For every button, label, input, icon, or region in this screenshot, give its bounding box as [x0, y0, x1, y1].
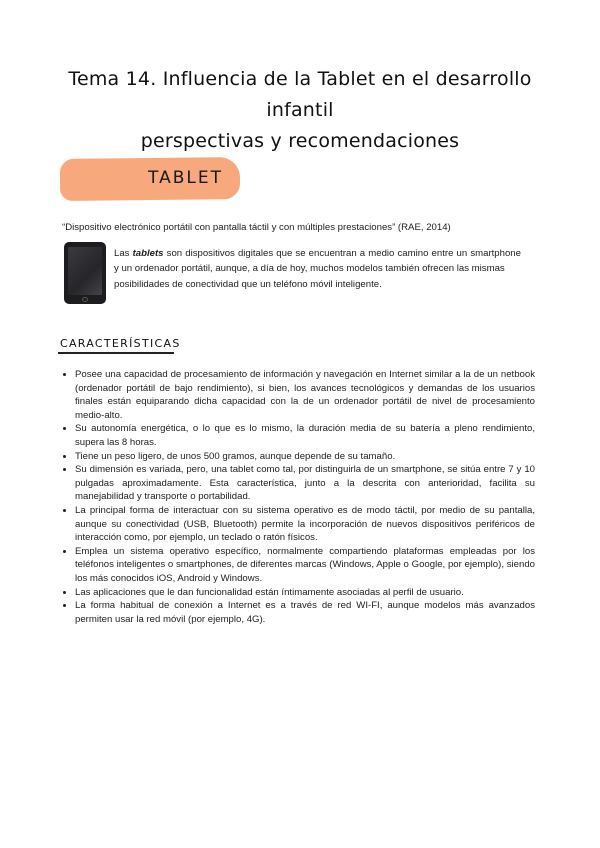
- title-line-2: perspectivas y recomendaciones: [140, 130, 460, 152]
- list-item: • Posee una capacidad de procesamiento de información y navegación en Internet similar a la de un netbook (ordenador portátil de bajo rendimiento), si bien, los avances tecnológicos y demandas de los usuarios finales están equiparando dicha capacidad con la de un ordenador portátil de nivel de procesamiento medio-alto.: [75, 368, 535, 422]
- list-item: • La principal forma de interactuar con su sistema operativo es de modo táctil, por medio de su pantalla, aunque su conectividad (USB, Bluetooth) permite la incorporación de nuevos dispositivos periféricos de interacción como, por ejemplo, un teclado o ratón físicos.: [75, 504, 535, 545]
- intro-bold-term: tablets: [132, 248, 164, 259]
- characteristics-list: [62, 368, 535, 626]
- title-line-1: Tema 14. Influencia de la Tablet en el desarrollo infantil: [68, 68, 532, 121]
- list-item: • Emplea un sistema operativo específico, normalmente compartiendo plataformas empleadas por los teléfonos inteligentes o smartphones, de diferentes marcas (Windows, Apple o Google, por ejemplo), siendo los más conocidos iOS, Android y Windows.: [75, 545, 535, 586]
- intro-prefix: Las: [114, 248, 130, 259]
- intro-line-2: posibilidades de conectividad que un teléfono móvil inteligente.: [114, 278, 382, 290]
- tablet-home-button: [82, 297, 88, 302]
- intro-text: [114, 246, 521, 277]
- definition-quote: “Dispositivo electrónico portátil con pantalla táctil y con múltiples prestaciones” (RAE, 2014): [62, 222, 451, 233]
- list-item: • Tiene un peso ligero, de unos 500 gramos, aunque depende de su tamaño.: [75, 450, 535, 464]
- tablet-device-icon: [64, 242, 106, 304]
- list-item: • La forma habitual de conexión a Internet es a través de red WI-FI, aunque modelos más avanzados permiten usar la red móvil (por ejemplo, 4G).: [75, 599, 535, 626]
- list-item: • Las aplicaciones que le dan funcionalidad están íntimamente asociadas al perfil de usuario.: [75, 586, 535, 600]
- list-item: • Su autonomía energética, o lo que es lo mismo, la duración media de su batería a pleno rendimiento, supera las 8 horas.: [75, 422, 535, 449]
- intro-rest: son dispositivos digitales que se encuentran a medio camino entre un smartphone y un ordenador portátil, aunque, a día de hoy, muchos modelos también ofrecen las mismas: [114, 248, 521, 275]
- tablet-screen: [68, 247, 102, 295]
- section-underline: [58, 352, 174, 354]
- banner-label: TABLET: [148, 168, 223, 188]
- list-item: • Su dimensión es variada, pero, una tablet como tal, por distinguirla de un smartphone, se sitúa entre 7 y 10 pulgadas aproximadamente. Esta característica, junto a la descrita con anterioridad, facilita su manejabilidad y transporte o portabilidad.: [75, 463, 535, 504]
- intro-paragraph: [114, 246, 521, 292]
- page-title: [40, 64, 560, 157]
- section-heading: CARACTERÍSTICAS: [60, 337, 181, 350]
